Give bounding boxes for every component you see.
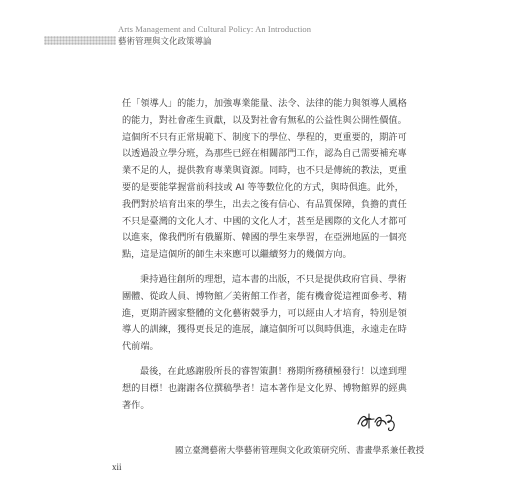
text-line: 不只是臺灣的文化人才、中國的文化人才，甚至是國際的文化人才都可 — [122, 215, 407, 227]
text-line: 最後，在此感謝殷所長的睿智策劃！務期所務積極發行！以達到理 — [140, 365, 407, 377]
body-text — [122, 96, 407, 414]
header-english-title: Arts Management and Cultural Policy: An Introduction — [118, 24, 312, 34]
text-line: 代前端。 — [122, 341, 159, 353]
text-line: 業不足的人，提供教育專業與資源。同時，也不只是傳統的教法，更重 — [122, 165, 407, 177]
page-number: xii — [112, 462, 122, 472]
text-line: 想的目標！也謝謝各位撰稿學者！這本著作是文化界、博物館界的經典 — [122, 382, 407, 394]
text-line: 導人的訓練，獲得更長足的進展，讓這個所可以與時俱進，永遠走在時 — [122, 324, 407, 336]
text-line: 秉持過往創所的理想，這本書的出版，不只是提供政府官員、學術 — [140, 273, 407, 285]
text-line: 進，更期許國家整體的文化藝術競爭力，可以經由人才培育，特別是領 — [122, 307, 407, 319]
paragraph-3 — [122, 364, 407, 414]
header-dotted-bar — [44, 36, 116, 45]
text-line: 的能力，對社會產生貢獻，以及對社會有無私的公益性與公開性價值。 — [122, 114, 407, 126]
header-chinese-title: 藝術管理與文化政策導論 — [118, 37, 212, 47]
text-line: 任「領導人」的能力，加強專業能量、法令、法律的能力與領導人風格 — [122, 98, 407, 109]
handwritten-signature — [355, 408, 399, 434]
author-affiliation: 國立臺灣藝術大學藝術管理與文化政策研究所、書畫學系兼任教授 — [175, 446, 425, 456]
text-line: 以進來，像我們所有俄羅斯、韓國的學生來學習，在亞洲地區的一個亮 — [122, 232, 407, 244]
text-line: 著作。 — [122, 399, 150, 411]
paragraph-1 — [122, 96, 407, 264]
text-line: 以透過設立學分班，為那些已經在相關部門工作，認為自己需要補充專 — [122, 148, 407, 160]
text-line: 這個所不只有正常規範下、制度下的學位、學程的，更重要的，期許可 — [122, 131, 407, 143]
text-line: 點，這是這個所的師生未來應可以繼續努力的幾個方向。 — [122, 249, 352, 261]
paragraph-2 — [122, 272, 407, 356]
text-line: 我們對於培育出來的學生，出去之後有信心、有品質保障，負擔的責任 — [122, 198, 407, 210]
text-line: 團體、從政人員、博物館／美術館工作者，能有機會從這裡面參考、精 — [122, 290, 407, 302]
text-line: 要的是要能掌握當前科技或 AI 等等數位化的方式，與時俱進。此外， — [122, 181, 404, 193]
running-header — [0, 22, 520, 52]
